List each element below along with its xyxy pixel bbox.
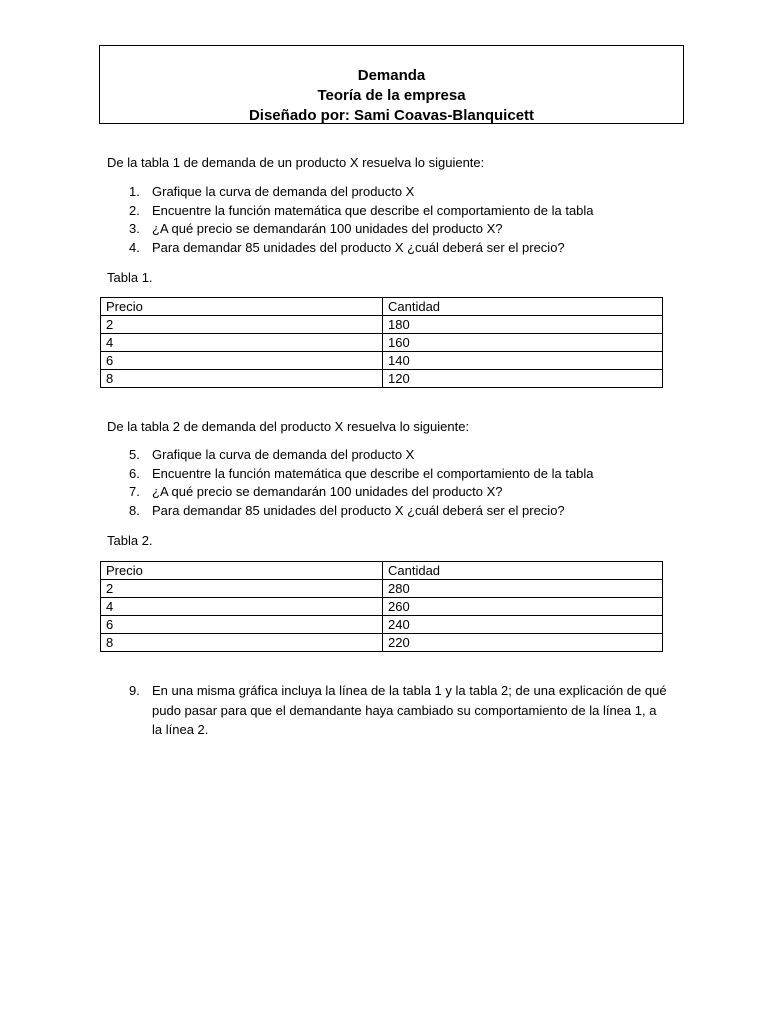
list-item-number: 5.: [129, 447, 140, 462]
section1-intro: De la tabla 1 de demanda de un producto X resuelva lo siguiente:: [107, 155, 485, 170]
list-item-number: 2.: [129, 202, 140, 218]
list-item-number: 3.: [129, 221, 140, 237]
demand-table-1: [100, 297, 663, 388]
list-item-number: 8.: [129, 503, 140, 519]
table-row: [101, 616, 663, 634]
list-item-text: ¿A qué precio se demandarán 100 unidades del producto X?: [152, 484, 503, 500]
list-item-text: Para demandar 85 unidades del producto X ¿cuál deberá ser el precio?: [152, 503, 565, 519]
table-cell: 160: [383, 334, 663, 352]
table-row: [101, 352, 663, 370]
list-item: [107, 502, 594, 521]
table-header-cell: Cantidad: [383, 562, 663, 580]
list-item: [107, 220, 594, 239]
final-question: [107, 681, 667, 740]
title-line-3: Diseñado por: Sami Coavas-Blanquicett: [248, 107, 535, 124]
list-item: [107, 446, 594, 465]
list-item-text: Encuentre la función matemática que describe el comportamiento de la tabla: [152, 202, 594, 218]
section2-intro: De la tabla 2 de demanda del producto X resuelva lo siguiente:: [107, 419, 470, 434]
list-item-text: ¿A qué precio se demandarán 100 unidades del producto X?: [152, 221, 503, 237]
list-item: [107, 239, 594, 258]
table-cell: 220: [383, 634, 663, 652]
title-line-1: Demanda: [357, 67, 426, 84]
table-cell: 4: [101, 598, 383, 616]
title-line-2: Teoría de la empresa: [317, 87, 466, 104]
section2-list: [107, 446, 594, 521]
table-cell: 2: [101, 316, 383, 334]
list-item-number: 6.: [129, 465, 140, 481]
table2-label: Tabla 2.: [107, 533, 153, 548]
list-item-text: Grafique la curva de demanda del producto X: [152, 184, 415, 199]
list-item-text: Para demandar 85 unidades del producto X ¿cuál deberá ser el precio?: [152, 240, 565, 256]
list-item-number: 4.: [129, 240, 140, 256]
list-item-text: Grafique la curva de demanda del producto X: [152, 447, 415, 462]
table-cell: 4: [101, 334, 383, 352]
table-cell: 8: [101, 370, 383, 388]
list-item-text: En una misma gráfica incluya la línea de la tabla 1 y la tabla 2; de una explicación de qué pudo pasar para que el demandante haya cambiado su comportamiento de la línea 1, a la línea 2.: [152, 683, 667, 737]
list-item-number: 7.: [129, 484, 140, 500]
list-item: [107, 483, 594, 502]
table-header-row: [101, 298, 663, 316]
table-cell: 6: [101, 616, 383, 634]
demand-table-2: [100, 561, 663, 652]
table-cell: 140: [383, 352, 663, 370]
table-header-cell: Cantidad: [383, 298, 663, 316]
list-item-number: 9.: [129, 683, 140, 698]
table-row: [101, 316, 663, 334]
table-row: [101, 370, 663, 388]
table-cell: 280: [383, 580, 663, 598]
table-cell: 260: [383, 598, 663, 616]
table-header-cell: Precio: [101, 562, 383, 580]
table-row: [101, 580, 663, 598]
list-item-text: Encuentre la función matemática que describe el comportamiento de la tabla: [152, 465, 594, 481]
table-row: [101, 334, 663, 352]
table-header-row: [101, 562, 663, 580]
table-cell: 120: [383, 370, 663, 388]
list-item-number: 1.: [129, 184, 140, 199]
section1-list: [107, 183, 594, 258]
table1-label: Tabla 1.: [107, 270, 153, 285]
table-cell: 6: [101, 352, 383, 370]
table-row: [101, 598, 663, 616]
table-header-cell: Precio: [101, 298, 383, 316]
list-item: [107, 202, 594, 221]
table-cell: 240: [383, 616, 663, 634]
table-row: [101, 634, 663, 652]
list-item: [107, 465, 594, 484]
table-cell: 2: [101, 580, 383, 598]
table-cell: 8: [101, 634, 383, 652]
list-item: [107, 183, 594, 202]
table-cell: 180: [383, 316, 663, 334]
title-box: [99, 45, 684, 124]
